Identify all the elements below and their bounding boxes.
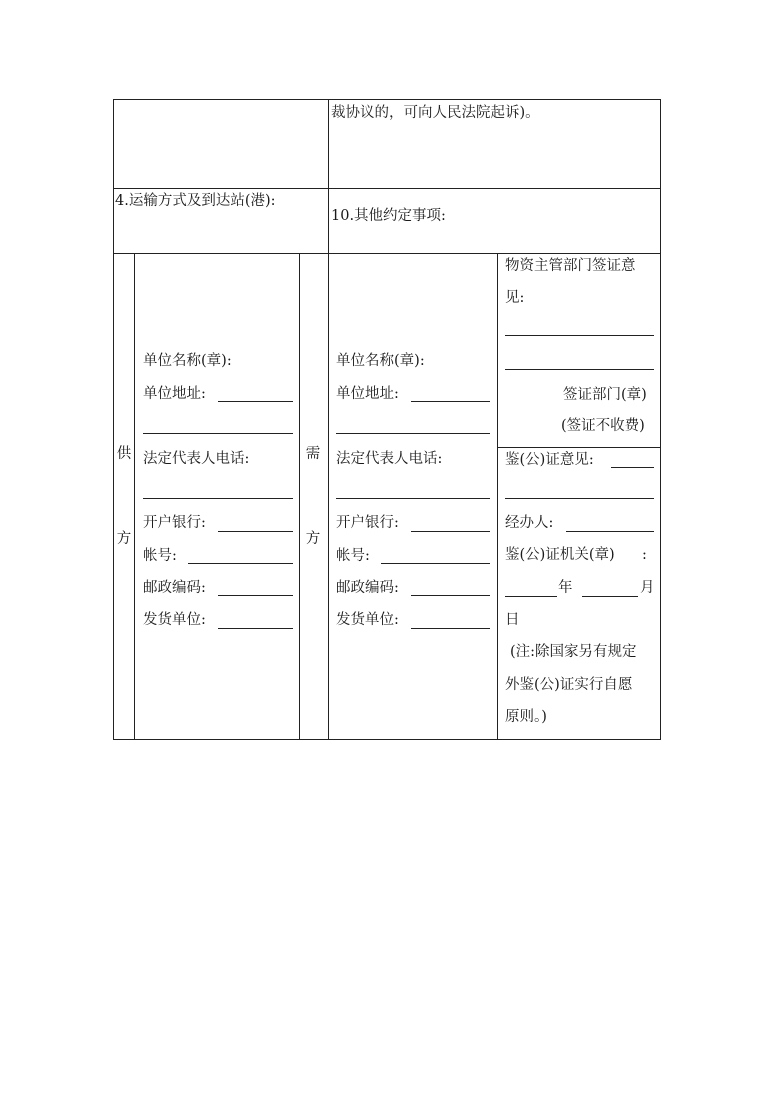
supplier-legal-rep-phone-label: 法定代表人电话:	[143, 451, 250, 467]
buyer-unit-address-label: 单位地址:	[336, 386, 399, 402]
notary-month-label: 月	[640, 580, 655, 596]
buyer-legal-rep-phone-field[interactable]	[336, 498, 490, 499]
notary-month-field[interactable]	[582, 596, 638, 597]
buyer-postal-code-field[interactable]	[411, 595, 490, 596]
notary-handler-field[interactable]	[566, 531, 654, 532]
notary-year-field[interactable]	[505, 596, 557, 597]
buyer-shipping-unit-label: 发货单位:	[336, 612, 399, 628]
notary-office-label: 鉴(公)证机关(章)	[505, 547, 615, 563]
buyer-bank-field[interactable]	[411, 531, 490, 532]
center-divider	[328, 99, 329, 740]
buyer-shipping-unit-field[interactable]	[411, 628, 490, 629]
notary-opinion-field-2[interactable]	[505, 498, 654, 499]
buyer-postal-code-label: 邮政编码:	[336, 580, 399, 596]
authority-notary-divider	[497, 447, 661, 448]
notary-note-line1: (注:除国家另有规定	[510, 644, 637, 660]
supplier-shipping-unit-label: 发货单位:	[143, 612, 206, 628]
authority-opinion-field-1[interactable]	[505, 335, 654, 336]
supplier-bank-label: 开户银行:	[143, 515, 206, 531]
buyer-side-divider	[299, 253, 300, 740]
authority-no-fee: (签证不收费)	[561, 418, 645, 434]
notary-office-colon: :	[642, 547, 647, 563]
row-divider-2	[113, 253, 661, 254]
row-divider-1	[113, 188, 661, 189]
table-bottom-border	[113, 739, 661, 740]
notary-handler-label: 经办人:	[505, 515, 554, 531]
table-right-border	[660, 99, 661, 740]
supplier-postal-code-label: 邮政编码:	[143, 580, 206, 596]
arbitration-text: 裁协议的，可向人民法院起诉)。	[331, 105, 540, 121]
buyer-account-label: 帐号:	[336, 548, 370, 564]
supplier-postal-code-field[interactable]	[218, 595, 293, 596]
supplier-account-field[interactable]	[188, 563, 293, 564]
transport-method-label: 4.运输方式及到达站(港):	[115, 193, 276, 209]
buyer-unit-address-field-2[interactable]	[336, 433, 490, 434]
notary-opinion-field[interactable]	[611, 467, 654, 468]
buyer-side-char-1: 需	[305, 446, 321, 462]
buyer-legal-rep-phone-label: 法定代表人电话:	[336, 451, 443, 467]
buyer-account-field[interactable]	[381, 563, 490, 564]
supplier-unit-address-field[interactable]	[218, 401, 293, 402]
authority-opinion-field-2[interactable]	[505, 369, 654, 370]
authority-opinion-line1: 物资主管部门签证意	[505, 258, 636, 274]
notary-opinion-label: 鉴(公)证意见:	[505, 452, 594, 468]
buyer-bank-label: 开户银行:	[336, 515, 399, 531]
supplier-unit-name-label: 单位名称(章):	[143, 353, 232, 369]
authority-opinion-line2: 见:	[505, 290, 525, 306]
notary-year-label: 年	[558, 580, 573, 596]
supplier-side-divider	[134, 253, 135, 740]
buyer-unit-address-field[interactable]	[411, 401, 490, 402]
authority-dept-seal: 签证部门(章)	[563, 387, 647, 403]
other-matters-label: 10.其他约定事项:	[331, 208, 446, 224]
supplier-bank-field[interactable]	[218, 531, 293, 532]
supplier-side-char-1: 供	[116, 446, 132, 462]
supplier-unit-address-label: 单位地址:	[143, 386, 206, 402]
supplier-shipping-unit-field[interactable]	[218, 628, 293, 629]
table-left-border	[113, 99, 114, 740]
authority-divider	[497, 253, 498, 740]
notary-note-line3: 原则。)	[505, 709, 547, 725]
supplier-account-label: 帐号:	[143, 548, 177, 564]
buyer-unit-name-label: 单位名称(章):	[336, 353, 425, 369]
table-top-border	[113, 99, 661, 100]
buyer-side-char-2: 方	[305, 531, 321, 547]
supplier-unit-address-field-2[interactable]	[143, 433, 293, 434]
notary-day-label: 日	[505, 612, 520, 628]
supplier-side-char-2: 方	[116, 531, 132, 547]
supplier-legal-rep-phone-field[interactable]	[143, 498, 293, 499]
notary-note-line2: 外鉴(公)证实行自愿	[505, 677, 633, 693]
